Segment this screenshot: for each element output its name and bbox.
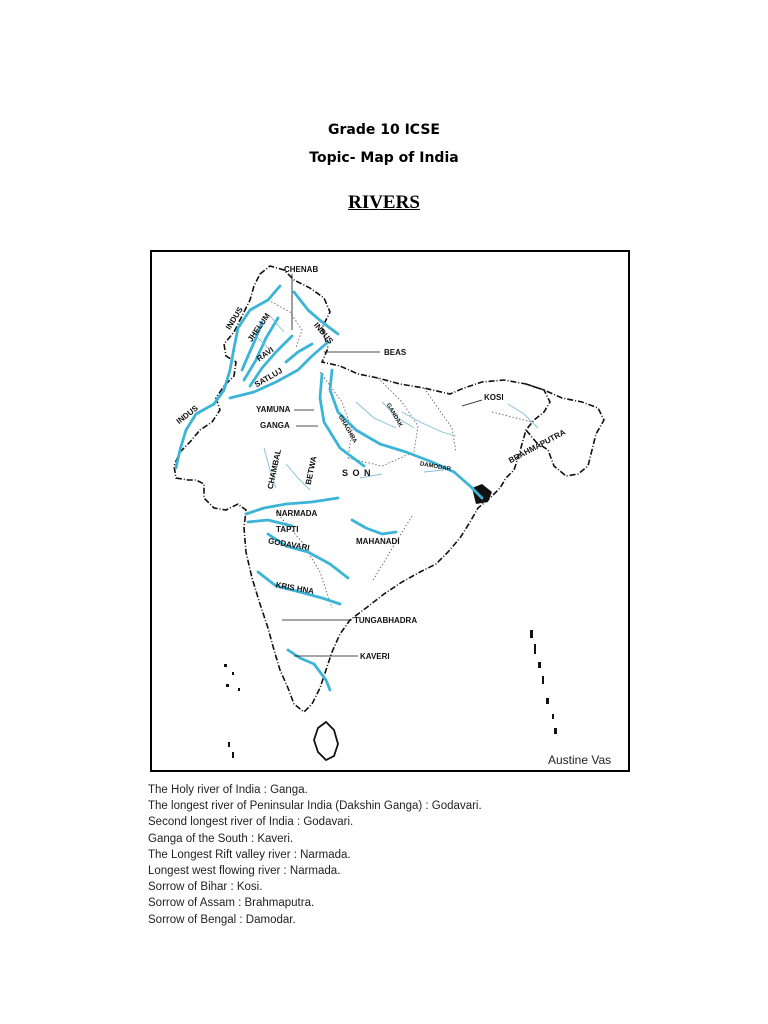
label-gandak: GANDAK	[384, 402, 404, 429]
map-credit: Austine Vas	[548, 753, 612, 767]
label-tapti: TAPTI	[276, 525, 299, 534]
tributaries	[252, 316, 538, 490]
label-narmada: NARMADA	[276, 509, 318, 518]
label-son: S O N	[342, 468, 372, 478]
label-damodar: DAMODAR	[419, 461, 452, 473]
label-krishna: KRIS HNA	[275, 580, 315, 596]
bengal-delta	[472, 484, 492, 504]
label-kosi: KOSI	[484, 393, 504, 402]
label-ghaghra: GHAGHRA	[336, 414, 358, 445]
label-ravi: RAVI	[255, 345, 276, 364]
fact-item: The Holy river of India : Ganga.	[148, 784, 308, 796]
label-satluj: SATLUJ	[253, 366, 284, 390]
label-indus-north: INDUS	[223, 305, 245, 332]
fact-item: Longest west flowing river : Narmada.	[148, 865, 341, 878]
fact-item: The longest river of Peninsular India (Dakshin Ganga) : Godavari.	[148, 800, 482, 813]
section-title: RIVERS	[348, 192, 420, 213]
label-indus-east: INDUS	[312, 320, 335, 346]
andaman-islands	[530, 630, 557, 734]
label-beas: BEAS	[384, 348, 407, 357]
label-tungabhadra: TUNGABHADRA	[354, 616, 418, 625]
lakshadweep-islands	[224, 664, 240, 758]
fact-item: Ganga of the South : Kaveri.	[148, 832, 294, 845]
label-mahanadi: MAHANADI	[356, 537, 400, 546]
india-rivers-map	[150, 250, 630, 772]
label-brahmaputra: BRAHMAPUTRA	[507, 427, 568, 466]
rivers	[176, 286, 482, 690]
label-ganga: GANGA	[260, 421, 290, 430]
map-canvas	[152, 252, 628, 770]
fact-item: Sorrow of Bihar : Kosi.	[148, 881, 263, 894]
label-godavari: GODAVARI	[267, 536, 311, 553]
label-yamuna: YAMUNA	[256, 405, 291, 414]
river-mahanadi	[352, 520, 396, 534]
grade-heading: Grade 10 ICSE	[328, 122, 440, 138]
fact-item: Second longest river of India : Godavari.	[148, 816, 354, 829]
label-chambal: CHAMBAL	[265, 448, 283, 490]
label-kaveri: KAVERI	[360, 652, 390, 661]
label-betwa: BETWA	[303, 455, 319, 486]
label-chenab: CHENAB	[284, 265, 319, 274]
fact-item: The Longest Rift valley river : Narmada.	[148, 848, 351, 861]
india-outline	[174, 266, 550, 712]
northeast-outline	[526, 384, 604, 476]
fact-item: Sorrow of Bengal : Damodar.	[148, 913, 296, 926]
fact-item: Sorrow of Assam : Brahmaputra.	[148, 897, 315, 910]
sri-lanka	[314, 722, 338, 760]
label-jhelum: JHELUM	[245, 311, 272, 344]
topic-heading: Topic- Map of India	[309, 150, 459, 166]
river-facts-list	[148, 782, 628, 928]
label-indus-west: INDUS	[174, 403, 200, 426]
